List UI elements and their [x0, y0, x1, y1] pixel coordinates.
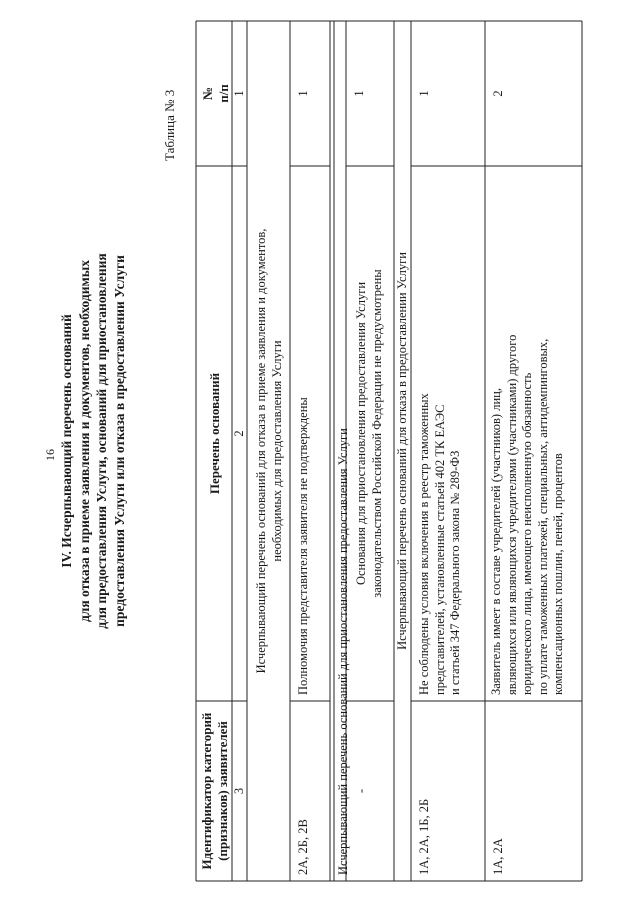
title-line: для предоставления Услуги, оснований для приостановления [94, 253, 109, 629]
category-ids: 1А, 2А [491, 838, 505, 875]
row-number: 1 [417, 90, 431, 97]
reason-text: Не соблюдены условия включения в реестр таможенных представителей, установленные статьей 402 ТК ЕАЭС и статьей 347 Федерального закона № 289-ФЗ [417, 393, 462, 695]
category-ids: 2А, 2Б, 2В [296, 819, 310, 875]
row-number: 2 [491, 90, 505, 97]
title-line: для отказа в приеме заявления и документов, необходимых [76, 259, 92, 623]
category-ids: - [354, 788, 368, 794]
title-line: IV. Исчерпывающий перечень оснований [59, 314, 74, 568]
reason-text: Полномочия представителя заявителя не подтверждены [296, 397, 310, 695]
row-number: 1 [296, 90, 310, 97]
page-number: 16 [43, 449, 57, 461]
header-category-ids: Идентификатор категорий (признаков) заявителей [199, 712, 230, 870]
title-line: предоставления Услуги или отказа в предоставлении Услуги [111, 255, 127, 627]
row-number: 1 [352, 90, 366, 97]
section-heading-refusal: Исчерпывающий перечень оснований для отказа в предоставлении Услуги [395, 252, 409, 650]
column-number: 2 [232, 430, 246, 437]
table-label: Таблица № 3 [162, 89, 177, 161]
section-heading-suspension: Исчерпывающий перечень оснований для приостановления предоставления Услуги [336, 428, 350, 875]
header-number: № п/п [200, 84, 231, 103]
reason-text: Заявитель имеет в составе учредителей (участников) лиц, являющихся или являющихся учредителями (участниками) другого юридического лица, имеющего неисполненную обязанность по уплате таможенных платежей, специальных, антидемпинговых, компенсационных пошлин, пеней, процентов [489, 334, 565, 695]
section-heading-reception: Исчерпывающий перечень оснований для отказа в приеме заявления и документов, необходимых для предоставления Услуги [254, 228, 284, 674]
column-number: 1 [232, 90, 246, 97]
header-reasons: Перечень оснований [207, 372, 222, 495]
category-ids: 1А, 2А, 1Б, 2Б [417, 798, 431, 875]
column-number: 3 [232, 787, 246, 795]
reason-text: Основания для приостановления предоставления Услуги законодательством Российской Федерации не предусмотрены [354, 269, 384, 598]
